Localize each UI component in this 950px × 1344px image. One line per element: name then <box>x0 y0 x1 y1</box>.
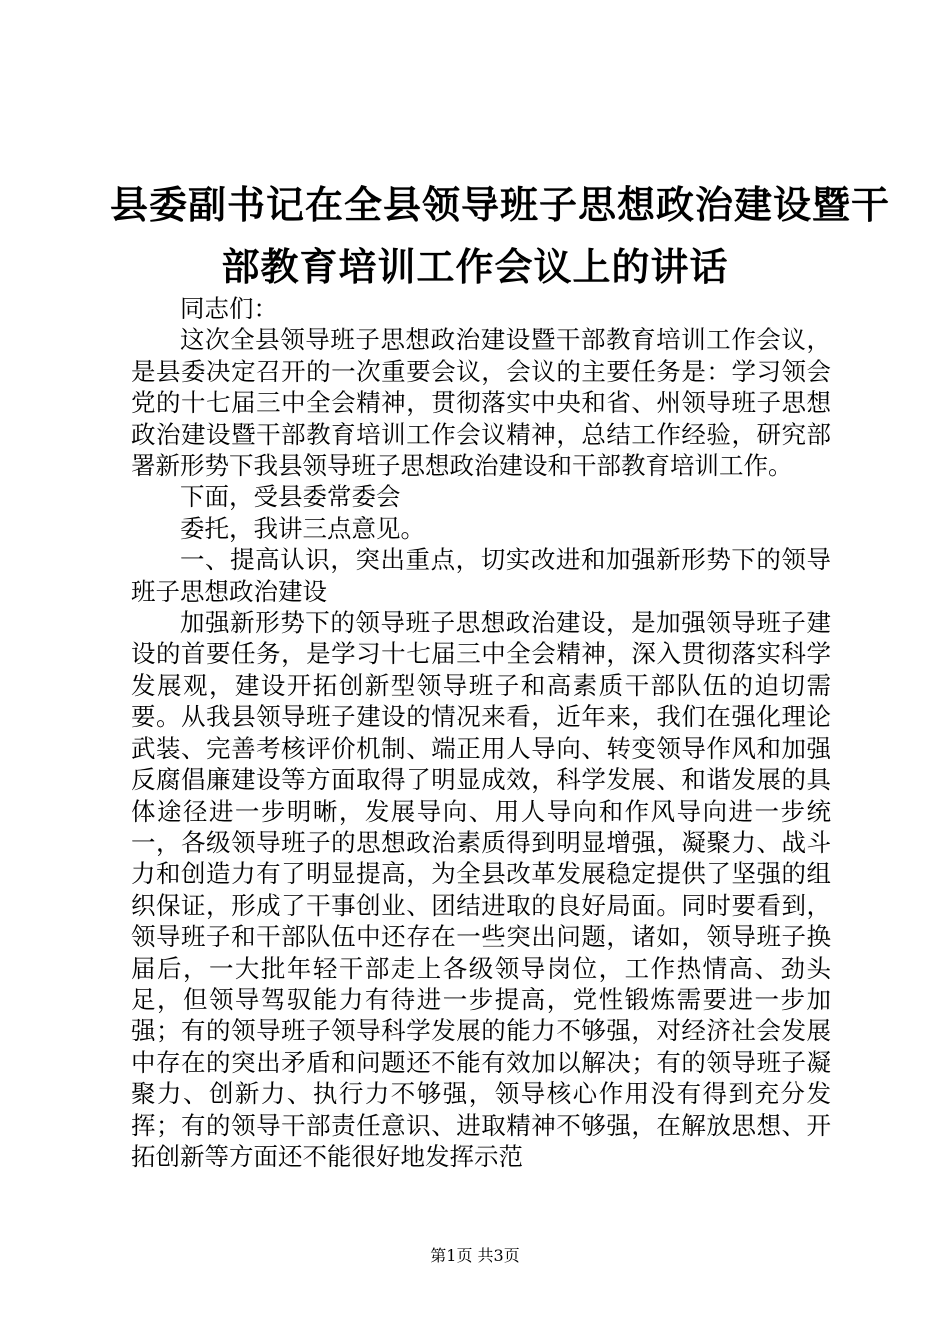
document-title-line-1: 县委副书记在全县领导班子思想政治建设暨干 <box>110 182 891 227</box>
page-number-footer: 第1页 共3页 <box>430 1246 520 1265</box>
document-body <box>131 293 831 1172</box>
paragraph-section-1-body: 加强新形势下的领导班子思想政治建设，是加强领导班子建设的首要任务，是学习十七届三中全会精神，深入贯彻落实科学发展观，建设开拓创新型领导班子和高素质干部队伍的迫切需要。从我县领导班子建设的情况来看，近年来，我们在强化理论武装、完善考核评价机制、端正用人导向、转变领导作风和加强反腐倡廉建设等方面取得了明显成效，科学发展、和谐发展的具体途径进一步明晰，发展导向、用人导向和作风导向进一步统一，各级领导班子的思想政治素质得到明显增强，凝聚力、战斗力和创造力有了明显提高，为全县改革发展稳定提供了坚强的组织保证，形成了干事创业、团结进取的良好局面。同时要看到，领导班子和干部队伍中还存在一些突出问题，诸如，领导班子换届后，一大批年轻干部走上各级领导岗位，工作热情高、劲头足，但领导驾驭能力有待进一步提高，党性锻炼需要进一步加强；有的领导班子领导科学发展的能力不够强，对经济社会发展中存在的突出矛盾和问题还不能有效加以解决；有的领导班子凝聚力、创新力、执行力不够强，领导核心作用没有得到充分发挥；有的领导干部责任意识、进取精神不够强，在解放思想、开拓创新等方面还不能很好地发挥示范 <box>131 608 831 1171</box>
paragraph-intro: 这次全县领导班子思想政治建设暨干部教育培训工作会议，是县委决定召开的一次重要会议，会议的主要任务是：学习领会党的十七届三中全会精神，贯彻落实中央和省、州领导班子思想政治建设暨干部教育培训工作会议精神，总结工作经验，研究部署新形势下我县领导班子思想政治建设和干部教育培训工作。 <box>131 325 831 481</box>
paragraph-transition-2: 委托，我讲三点意见。 <box>180 513 425 543</box>
paragraph-salutation: 同志们： <box>180 294 278 323</box>
section-heading-1: 一、提高认识，突出重点，切实改进和加强新形势下的领导班子思想政治建设 <box>131 545 831 606</box>
document-title-line-2: 部教育培训工作会议上的讲话 <box>221 244 729 289</box>
paragraph-transition-1: 下面，受县委常委会 <box>180 482 401 512</box>
